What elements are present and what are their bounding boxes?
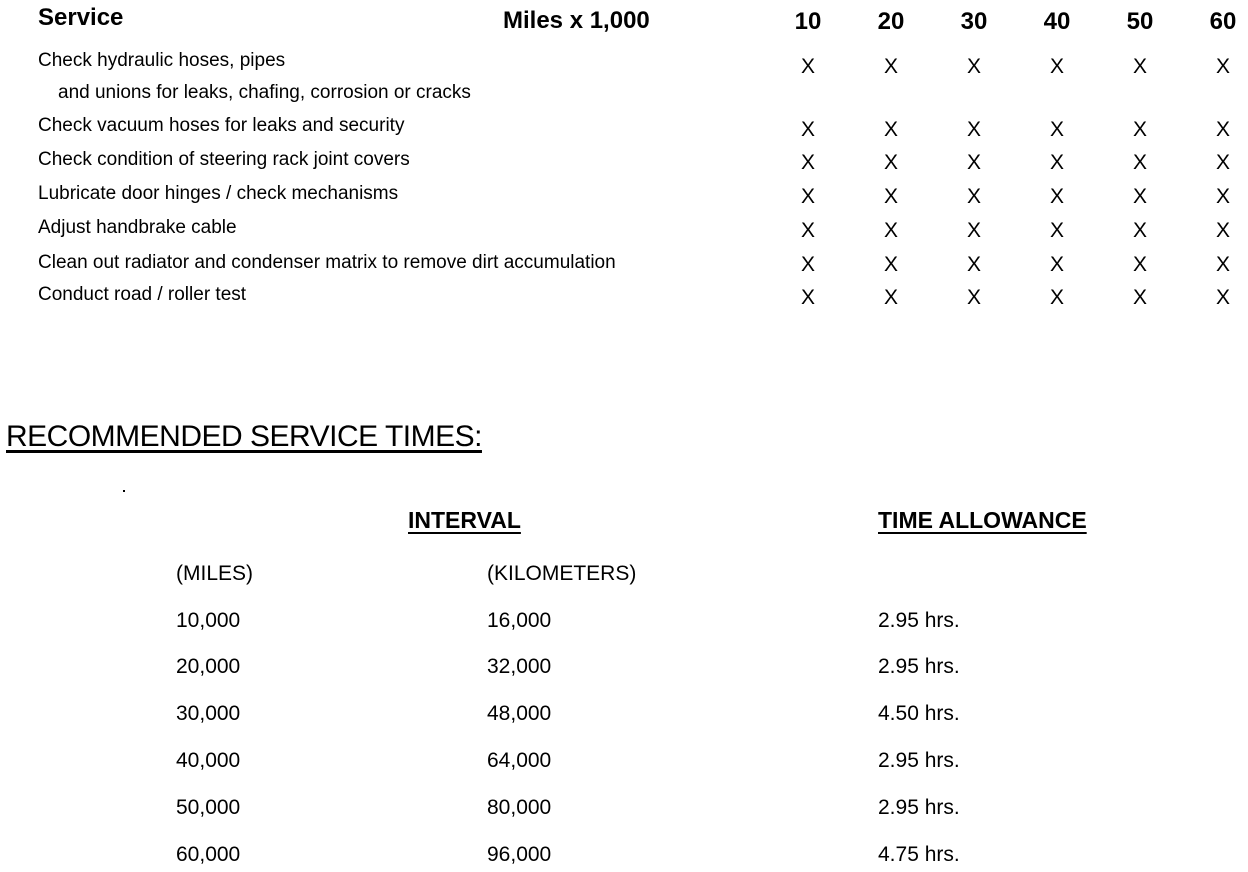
task-label: Adjust handbrake cable — [38, 217, 237, 238]
service-column-header: Service — [38, 4, 124, 31]
task-label: Lubricate door hinges / check mechanisms — [38, 183, 399, 204]
miles-cell: 30,000 — [176, 702, 241, 725]
task-check-mark: X — [966, 151, 981, 174]
task-check-mark: X — [800, 118, 815, 141]
miles-subheader: (MILES) — [176, 562, 254, 585]
interval-header-30: 30 — [960, 8, 988, 35]
task-label-continued: and unions for leaks, chafing, corrosion or cracks — [58, 82, 471, 103]
task-check-mark: X — [1132, 185, 1147, 208]
task-check-mark: X — [883, 55, 898, 78]
task-check-mark: X — [1215, 118, 1230, 141]
task-check-mark: X — [800, 55, 815, 78]
task-check-mark: X — [966, 219, 981, 242]
interval-header-20: 20 — [877, 8, 905, 35]
task-check-mark: X — [1049, 118, 1064, 141]
task-check-mark: X — [1215, 185, 1230, 208]
task-check-mark: X — [883, 286, 898, 309]
kilometers-subheader: (KILOMETERS) — [487, 562, 637, 585]
time-cell: 2.95 hrs. — [878, 655, 960, 678]
task-check-mark: X — [800, 185, 815, 208]
task-check-mark: X — [966, 286, 981, 309]
task-check-mark: X — [800, 219, 815, 242]
task-label: Check vacuum hoses for leaks and security — [38, 115, 405, 136]
task-check-mark: X — [883, 118, 898, 141]
task-check-mark: X — [1049, 55, 1064, 78]
time-cell: 2.95 hrs. — [878, 749, 960, 772]
task-check-mark: X — [1215, 219, 1230, 242]
task-check-mark: X — [1132, 55, 1147, 78]
interval-header: INTERVAL — [408, 507, 521, 533]
task-check-mark: X — [883, 151, 898, 174]
task-check-mark: X — [1049, 253, 1064, 276]
time-cell: 4.50 hrs. — [878, 702, 960, 725]
task-check-mark: X — [1215, 55, 1230, 78]
interval-header-10: 10 — [794, 8, 822, 35]
time-allowance-header: TIME ALLOWANCE — [878, 507, 1087, 533]
km-cell: 48,000 — [487, 702, 552, 725]
task-check-mark: X — [800, 151, 815, 174]
task-check-mark: X — [966, 55, 981, 78]
miles-multiplier-header: Miles x 1,000 — [503, 7, 650, 34]
time-cell: 2.95 hrs. — [878, 609, 960, 632]
task-check-mark: X — [1132, 118, 1147, 141]
speck — [123, 490, 125, 492]
task-check-mark: X — [1132, 286, 1147, 309]
task-check-mark: X — [966, 253, 981, 276]
task-check-mark: X — [1132, 219, 1147, 242]
task-check-mark: X — [1132, 151, 1147, 174]
task-check-mark: X — [883, 185, 898, 208]
task-check-mark: X — [800, 253, 815, 276]
time-cell: 4.75 hrs. — [878, 843, 960, 866]
task-check-mark: X — [1049, 219, 1064, 242]
interval-header-50: 50 — [1126, 8, 1154, 35]
km-cell: 96,000 — [487, 843, 552, 866]
task-check-mark: X — [966, 118, 981, 141]
task-check-mark: X — [1215, 151, 1230, 174]
miles-cell: 40,000 — [176, 749, 241, 772]
miles-cell: 20,000 — [176, 655, 241, 678]
task-check-mark: X — [1215, 286, 1230, 309]
task-check-mark: X — [800, 286, 815, 309]
miles-cell: 60,000 — [176, 843, 241, 866]
task-check-mark: X — [1049, 185, 1064, 208]
task-check-mark: X — [883, 253, 898, 276]
task-check-mark: X — [1215, 253, 1230, 276]
task-label: Check condition of steering rack joint covers — [38, 149, 410, 170]
time-cell: 2.95 hrs. — [878, 796, 960, 819]
interval-header-40: 40 — [1043, 8, 1071, 35]
section-title: RECOMMENDED SERVICE TIMES: — [6, 420, 482, 453]
task-check-mark: X — [883, 219, 898, 242]
task-label: Conduct road / roller test — [38, 284, 247, 305]
miles-cell: 50,000 — [176, 796, 241, 819]
km-cell: 16,000 — [487, 609, 552, 632]
interval-header-60: 60 — [1209, 8, 1237, 35]
task-check-mark: X — [1049, 286, 1064, 309]
miles-cell: 10,000 — [176, 609, 241, 632]
task-check-mark: X — [966, 185, 981, 208]
task-label: Clean out radiator and condenser matrix to remove dirt accumulation — [38, 252, 616, 273]
km-cell: 80,000 — [487, 796, 552, 819]
km-cell: 64,000 — [487, 749, 552, 772]
km-cell: 32,000 — [487, 655, 552, 678]
task-check-mark: X — [1049, 151, 1064, 174]
task-label: Check hydraulic hoses, pipes — [38, 50, 286, 71]
task-check-mark: X — [1132, 253, 1147, 276]
